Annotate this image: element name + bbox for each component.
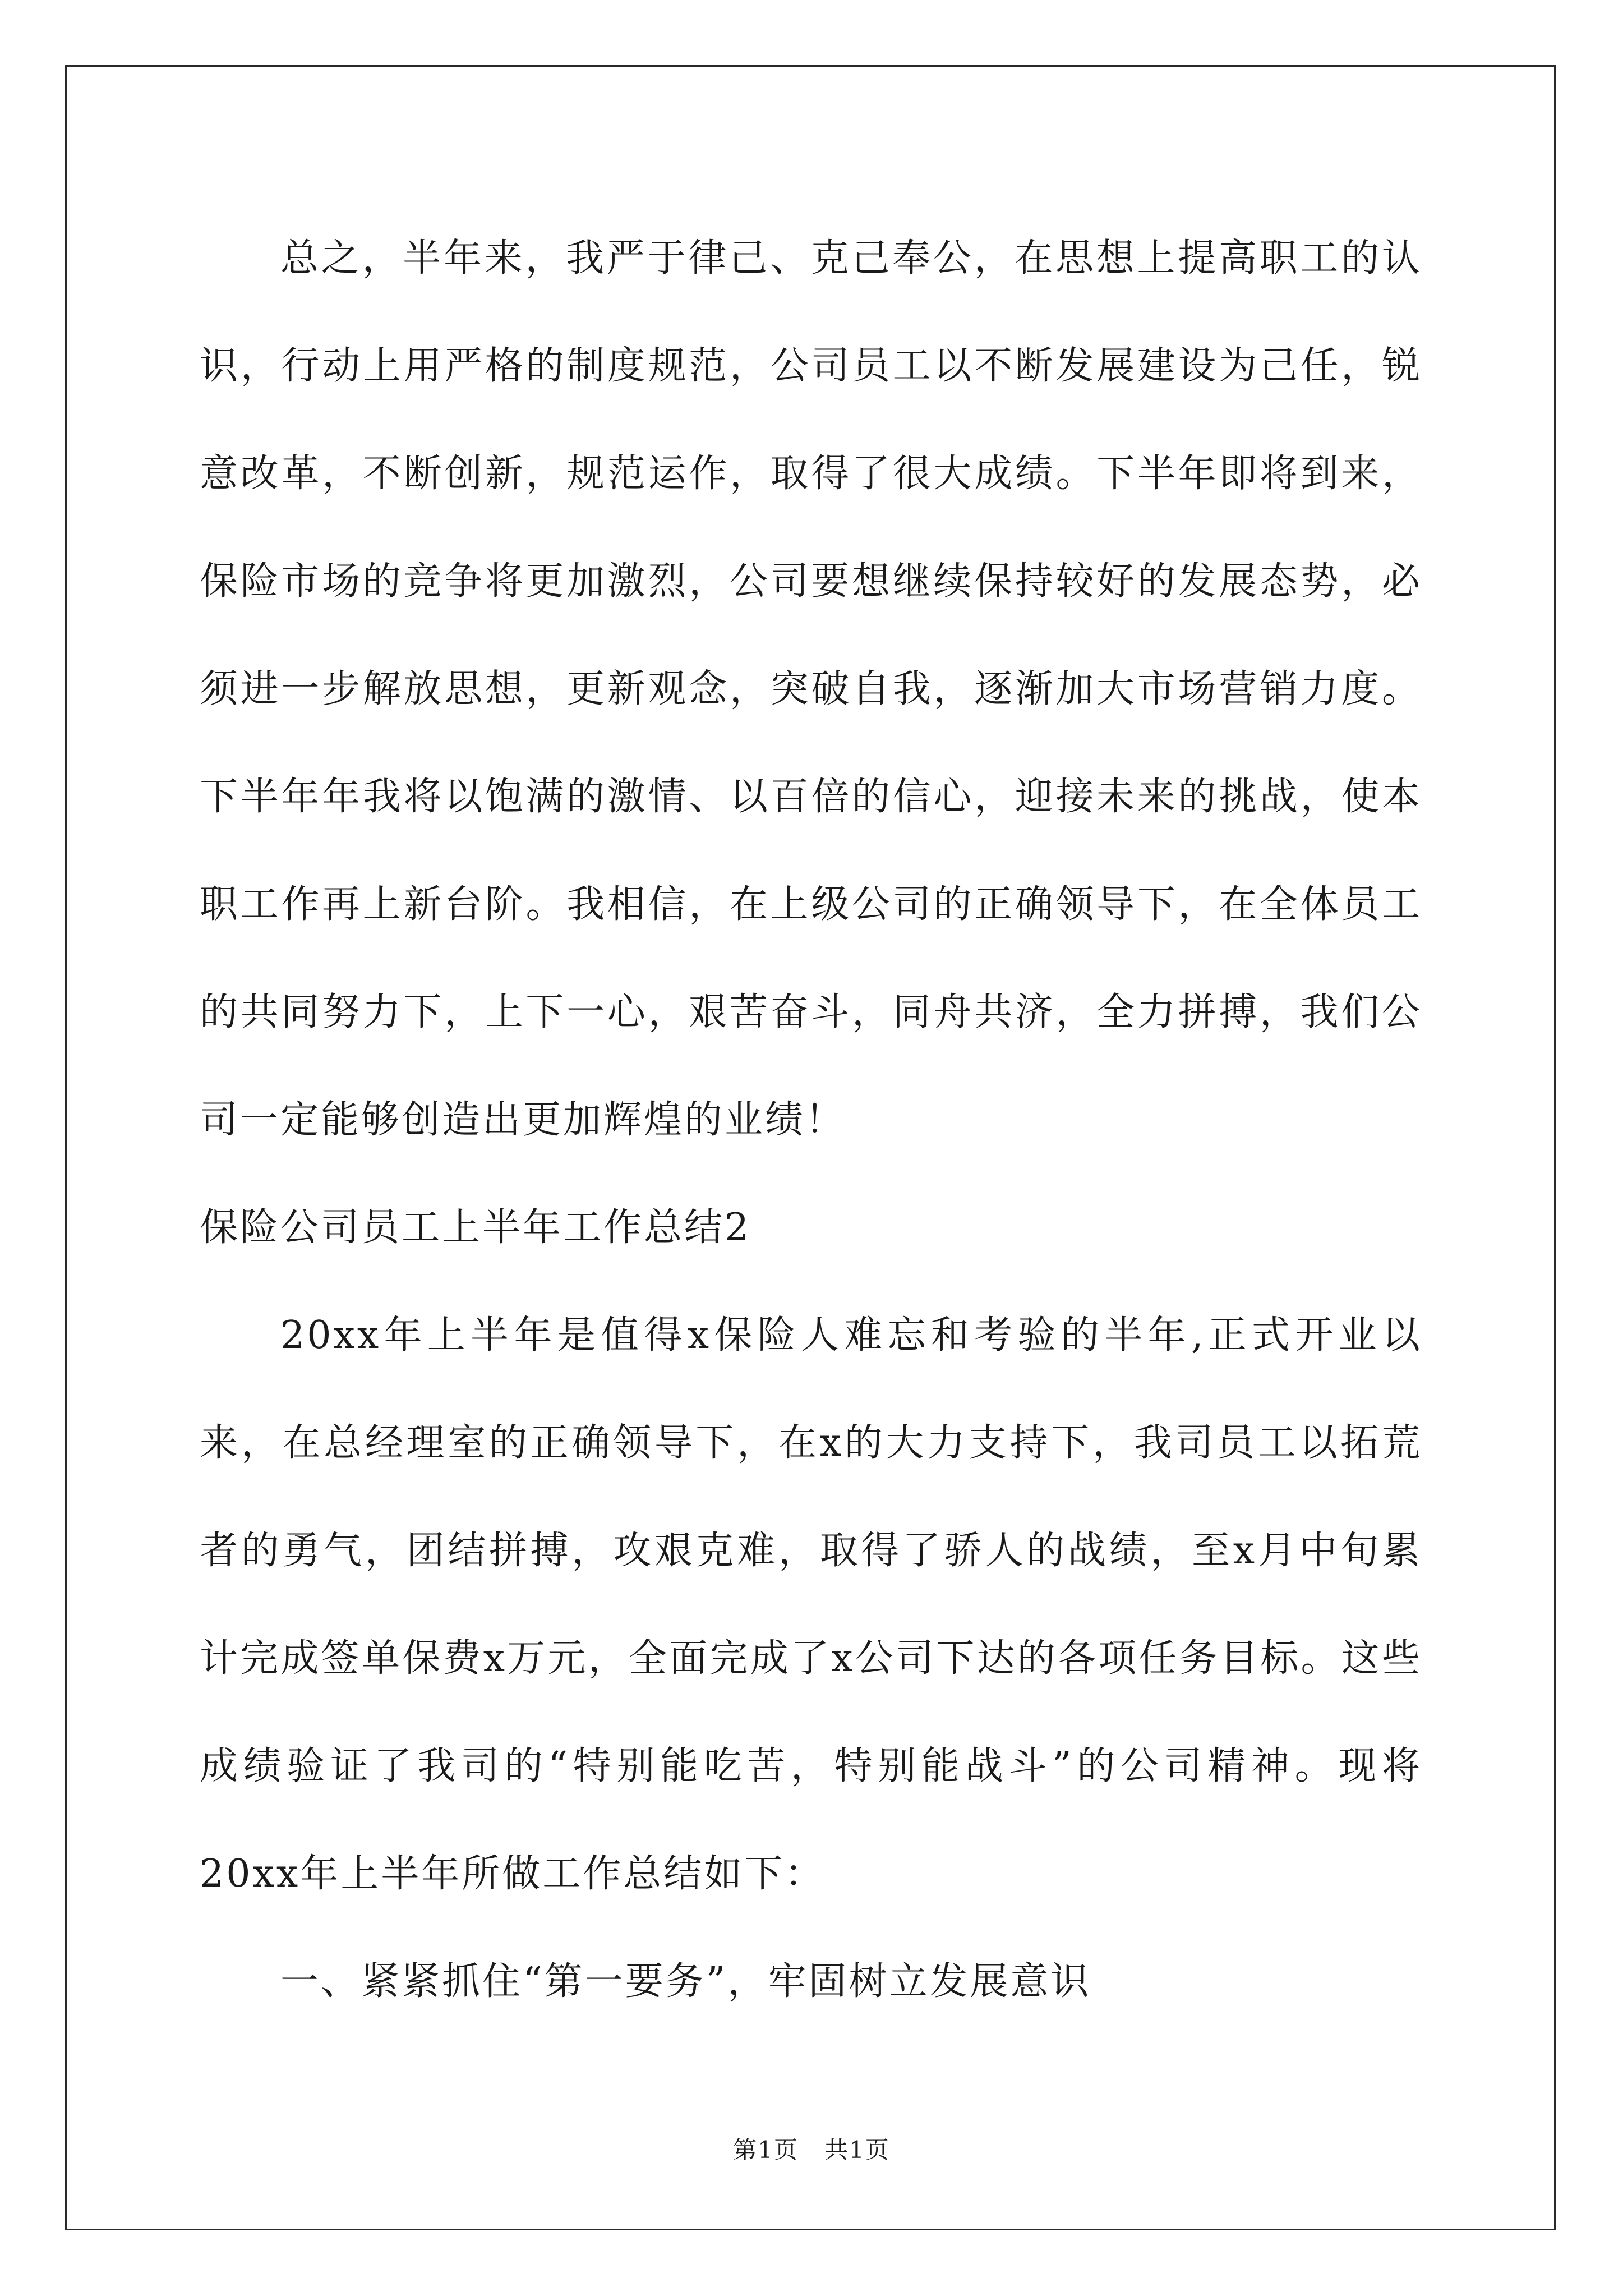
page-total: 共1页 bbox=[824, 2136, 890, 2164]
paragraph-intro: 20xx年上半年是值得x保险人难忘和考验的半年,正式开业以来，在总经理室的正确领导下，在x的大力支持下，我司员工以拓荒者的勇气，团结拼搏，攻艰克难，取得了骄人的战绩，至x月中旬累计完成签单保费x万元，全面完成了x公司下达的各项任务目标。这些成绩验证了我司的“特别能吃苦，特别能战斗”的公司精神。现将20xx年上半年所做工作总结如下： bbox=[200, 1313, 1422, 1896]
paragraph-summary: 总之，半年来，我严于律己、克己奉公，在思想上提高职工的认识，行动上用严格的制度规范，公司员工以不断发展建设为己任，锐意改革，不断创新，规范运作，取得了很大成绩。下半年即将到来，保险市场的竞争将更加激烈，公司要想继续保持较好的发展态势，必须进一步解放思想，更新观念，突破自我，逐渐加大市场营销力度。下半年年我将以饱满的激情、以百倍的信心，迎接未来的挑战，使本职工作再上新台阶。我相信，在上级公司的正确领导下，在全体员工的共同努力下，上下一心，艰苦奋斗，同舟共济，全力拼搏，我们公司一定能够创造出更加辉煌的业绩！ bbox=[200, 236, 1422, 1142]
section-heading: 保险公司员工上半年工作总结2 bbox=[200, 1205, 751, 1250]
page-footer bbox=[0, 2132, 1623, 2165]
page-number: 第1页 bbox=[733, 2136, 799, 2164]
paragraph-point-one: 一、紧紧抓住“第一要务”，牢固树立发展意识 bbox=[280, 1959, 1091, 2004]
document-body bbox=[200, 205, 1422, 2036]
